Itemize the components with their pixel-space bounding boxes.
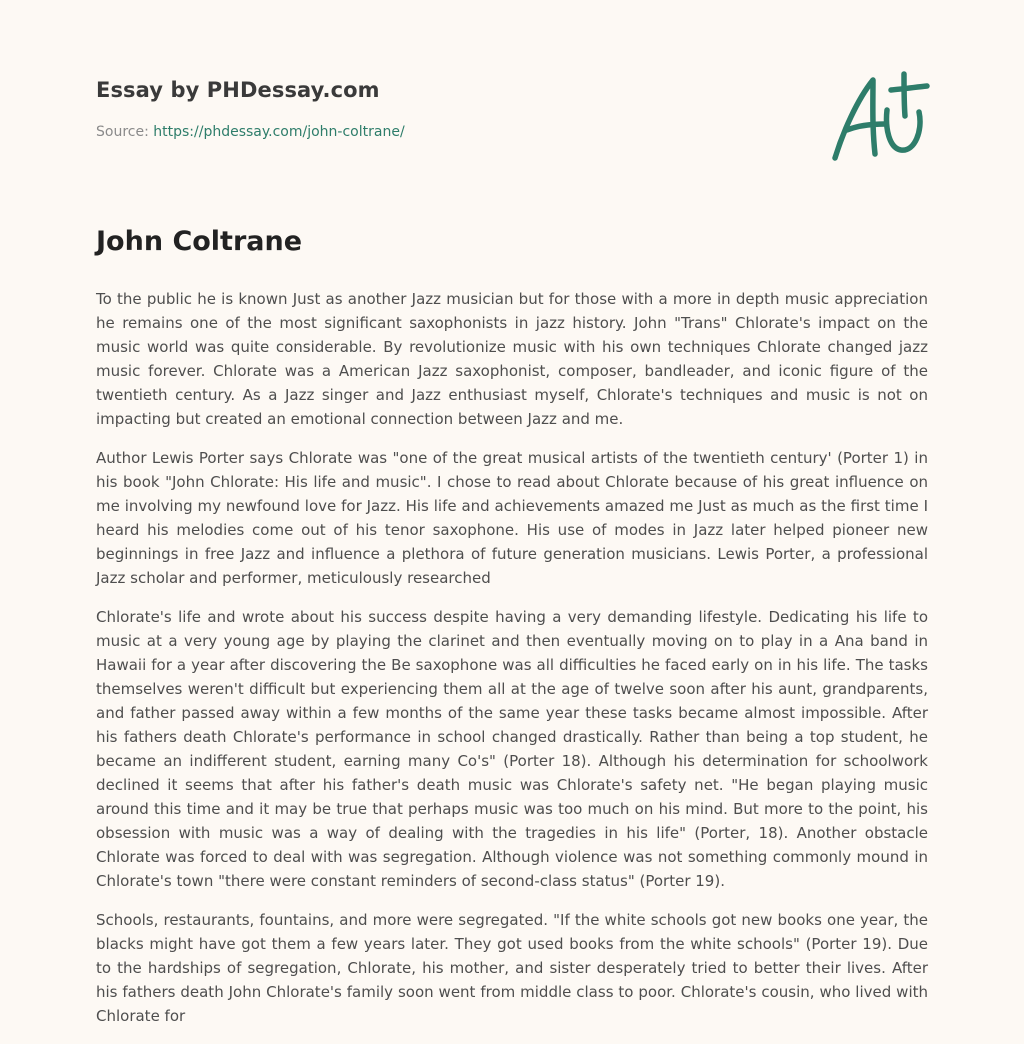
- essay-title: John Coltrane: [96, 226, 303, 257]
- a-plus-logo-icon: [827, 68, 931, 164]
- page-header: [96, 0, 928, 190]
- essay-body: [96, 287, 928, 1028]
- essay-paragraph: Schools, restaurants, fountains, and more were segregated. "If the white schools got new books one year, the blacks might have got them a few years later. They got used books from the white schools" (Porter 19). Due to the hardships of segregation, Chlorate, his mother, and sister desperately tried to better their lives. After his fathers death John Chlorate's family soon went from middle class to poor. Chlorate's cousin, who lived with Chlorate for: [96, 911, 928, 1025]
- site-title: Essay by PHDessay.com: [96, 78, 380, 102]
- source-line: [96, 124, 405, 140]
- source-link[interactable]: https://phdessay.com/john-coltrane/: [153, 124, 405, 140]
- essay-paragraph: Chlorate's life and wrote about his success despite having a very demanding lifestyle. Dedicating his life to music at a very young age by playing the clarinet and then eventually moving on to play in a Ana band in Hawaii for a year after discovering the Be saxophone was all difficulties he faced early on in his life. The tasks themselves weren't difficult but experiencing them all at the age of twelve soon after his aunt, grandparents, and father passed away within a few months of the same year these tasks became almost impossible. After his fathers death Chlorate's performance in school changed drastically. Rather than being a top student, he became an indifferent student, earning many Co's" (Porter 18). Although his determination for schoolwork declined it seems that after his father's death music was Chlorate's safety net. "He began playing music around this time and it may be true that perhaps music was too much on his mind. But more to the point, his obsession with music was a way of dealing with the tragedies in his life" (Porter, 18). Another obstacle Chlorate was forced to deal with was segregation. Although violence was not something commonly mound in Chlorate's town "there were constant reminders of second-class status" (Porter 19).: [96, 608, 928, 890]
- essay-paragraph: Author Lewis Porter says Chlorate was "one of the great musical artists of the twentieth century' (Porter 1) in his book "John Chlorate: His life and music". I chose to read about Chlorate because of his great influence on me involving my newfound love for Jazz. His life and achievements amazed me Just as much as the first time I heard his melodies come out of his tenor saxophone. His use of modes in Jazz later helped pioneer new beginnings in free Jazz and influence a plethora of future generation musicians. Lewis Porter, a professional Jazz scholar and performer, meticulously researched: [96, 449, 928, 587]
- source-label: Source:: [96, 124, 154, 140]
- essay-paragraph: To the public he is known Just as another Jazz musician but for those with a more in depth music appreciation he remains one of the most significant saxophonists in jazz history. John "Trans" Chlorate's impact on the music world was quite considerable. By revolutionize music with his own techniques Chlorate changed jazz music forever. Chlorate was a American Jazz saxophonist, composer, bandleader, and iconic figure of the twentieth century. As a Jazz singer and Jazz enthusiast myself, Chlorate's techniques and music is not on impacting but created an emotional connection between Jazz and me.: [96, 290, 928, 428]
